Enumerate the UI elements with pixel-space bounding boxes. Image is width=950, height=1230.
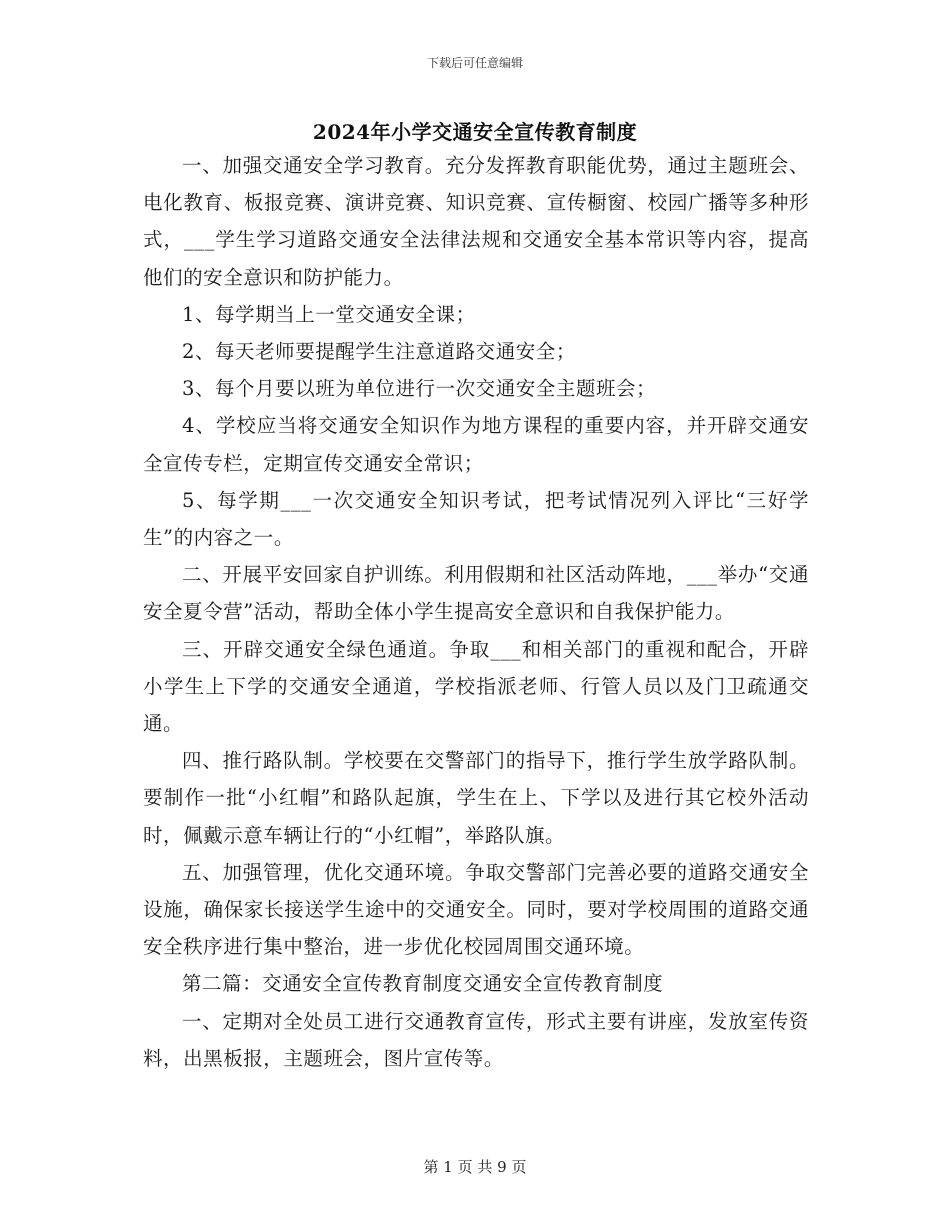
paragraph-4: 3、每个月要以班为单位进行一次交通安全主题班会； <box>182 377 657 401</box>
paragraph-3: 2、每天老师要提醒学生注意道路交通安全； <box>182 340 576 364</box>
paragraph-1: 一、加强交通安全学习教育。充分发挥教育职能优势，通过主题班会、电化教育、板报竞赛、演讲竞赛、知识竞赛、宣传橱窗、校园广播等多种形式，___学生学习道路交通安全法律法规和交通安全基本常识等内容，提高他们的安全意识和防护能力。 <box>143 154 809 289</box>
document-body <box>143 147 809 1077</box>
paragraph-9: 四、推行路队制。学校要在交警部门的指导下，推行学生放学路队制。要制作一批“小红帽”和路队起旗，学生在上、下学以及进行其它校外活动时，佩戴示意车辆让行的“小红帽”，举路队旗。 <box>143 749 809 847</box>
paragraph-12: 一、定期对全处员工进行交通教育宣传，形式主要有讲座，发放室传资料，出黑板报，主题班会，图片宣传等。 <box>143 1009 809 1070</box>
paragraph-7: 二、开展平安回家自护训练。利用假期和社区活动阵地，___举办“交通安全夏令营”活动，帮助全体小学生提高安全意识和自我保护能力。 <box>143 563 809 624</box>
paragraph-2: 1、每学期当上一堂交通安全课； <box>182 302 476 326</box>
paragraph-5: 4、学校应当将交通安全知识作为地方课程的重要内容，并开辟交通安全宣传专栏，定期宣传交通安全常识； <box>143 414 809 475</box>
paragraph-6: 5、每学期___一次交通安全知识考试，把考试情况列入评比“三好学生”的内容之一。 <box>143 488 809 550</box>
page-number-footer: 第 1 页 共 9 页 <box>423 1158 527 1176</box>
paragraph-11: 第二篇：交通安全宣传教育制度交通安全宣传教育制度 <box>182 972 664 996</box>
page-header-note: 下载后可任意编辑 <box>426 56 523 70</box>
paragraph-10: 五、加强管理，优化交通环境。争取交警部门完善必要的道路交通安全设施，确保家长接送学生途中的交通安全。同时，要对学校周围的道路交通安全秩序进行集中整治，进一步优化校园周围交通环境。 <box>143 860 809 959</box>
paragraph-8: 三、开辟交通安全绿色通道。争取___和相关部门的重视和配合，开辟小学生上下学的交通安全通道，学校指派老师、行管人员以及门卫疏通交通。 <box>143 637 809 736</box>
document-title: 2024年小学交通安全宣传教育制度 <box>312 120 638 144</box>
